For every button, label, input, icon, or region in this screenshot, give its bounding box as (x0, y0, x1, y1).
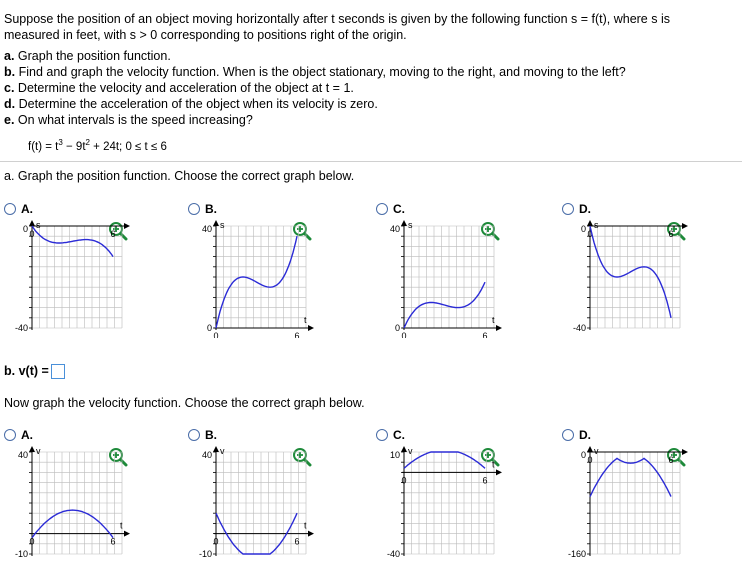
y-bottom-tick: 0 (394, 323, 400, 333)
part-b-prompt: Now graph the velocity function. Choose the correct graph below. (4, 396, 365, 410)
x-zero-label: 0 (401, 475, 407, 486)
x-tick-label: 6 (668, 455, 674, 465)
radio-icon[interactable] (4, 203, 16, 215)
radio-icon[interactable] (376, 203, 388, 215)
part-a-option-b[interactable] (188, 202, 217, 216)
part-a-graph-d (562, 218, 697, 343)
y-bottom-tick: -160 (567, 549, 586, 559)
x-tick-label: 6 (482, 475, 488, 486)
part-a-graph-c (376, 218, 511, 343)
x-zero-label: 0 (29, 229, 35, 239)
y-top-tick: 40 (389, 224, 400, 234)
curve-line (216, 236, 297, 328)
y-top-tick: 40 (201, 450, 212, 460)
part-a-item: a. Graph the position function. (4, 49, 171, 63)
y-top-tick: 0 (22, 224, 28, 234)
x-tick-label: 6 (294, 331, 300, 338)
x-zero-label: 0 (587, 455, 593, 465)
option-label: D. (579, 202, 591, 216)
y-top-tick: 0 (580, 224, 586, 234)
divider (0, 161, 742, 162)
y-top-tick: 0 (580, 450, 586, 460)
axis-var-label: s (36, 220, 41, 230)
option-label: C. (393, 428, 405, 442)
x-var-label: t (120, 520, 123, 531)
part-e-item: e. On what intervals is the speed increasing? (4, 113, 253, 127)
part-b-option-c[interactable] (376, 428, 405, 442)
axis-var-label: s (408, 220, 413, 230)
radio-icon[interactable] (188, 203, 200, 215)
intro-line-2: measured in feet, with s > 0 corresponding to positions right of the origin. (4, 28, 407, 42)
axis-var-label: v (408, 446, 413, 456)
axis-var-label: v (220, 446, 225, 456)
part-c-item: c. Determine the velocity and acceleration of the object at t = 1. (4, 81, 354, 95)
option-label: C. (393, 202, 405, 216)
part-d-item: d. Determine the acceleration of the object when its velocity is zero. (4, 97, 378, 111)
part-b-graph-c (376, 444, 511, 569)
curve-line (32, 226, 116, 257)
x-var-label: t (492, 459, 495, 470)
y-bottom-tick: -40 (14, 323, 28, 333)
radio-icon[interactable] (562, 203, 574, 215)
x-var-label: t (492, 315, 495, 325)
y-bottom-tick: -10 (198, 549, 212, 559)
part-a-prompt: a. Graph the position function. Choose the correct graph below. (4, 169, 355, 183)
x-zero-label: 0 (29, 536, 35, 547)
radio-icon[interactable] (562, 429, 574, 441)
part-b-option-b[interactable] (188, 428, 217, 442)
velocity-input-box[interactable] (51, 364, 65, 379)
part-b-graph-b (188, 444, 323, 569)
y-top-tick: 40 (17, 450, 28, 460)
x-var-label: t (304, 315, 307, 325)
axis-var-label: v (594, 446, 599, 456)
part-a-option-c[interactable] (376, 202, 405, 216)
y-top-tick: 40 (201, 224, 212, 234)
part-b-graph-a (4, 444, 139, 569)
part-b-item: b. Find and graph the velocity function. When is the object stationary, moving to the right, and moving to the left? (4, 65, 626, 79)
curve-line (590, 458, 671, 496)
x-zero-label: 0 (213, 536, 219, 547)
x-tick-label: 6 (668, 229, 674, 239)
x-zero-label: 0 (213, 331, 219, 338)
axis-var-label: s (220, 220, 225, 230)
y-bottom-tick: -10 (14, 549, 28, 559)
axis-var-label: v (36, 446, 41, 456)
option-label: B. (205, 428, 217, 442)
part-a-option-a[interactable] (4, 202, 33, 216)
part-b-option-a[interactable] (4, 428, 33, 442)
option-label: D. (579, 428, 591, 442)
x-tick-label: 6 (482, 331, 488, 338)
radio-icon[interactable] (376, 429, 388, 441)
y-top-tick: 10 (389, 450, 400, 460)
part-a-graph-b (188, 218, 323, 343)
curve-line (404, 452, 485, 468)
intro-line-1: Suppose the position of an object moving horizontally after t seconds is given by the following function s = f(t), where s is (4, 12, 670, 26)
part-b-graph-d (562, 444, 697, 569)
curve-line (590, 226, 674, 318)
function-definition: $f(t) = t^3 - 9t^2 + 24t$; 0 ≤ t ≤ 6 (28, 138, 167, 153)
x-tick-label: 6 (294, 536, 300, 547)
radio-icon[interactable] (4, 429, 16, 441)
radio-icon[interactable] (188, 429, 200, 441)
axis-var-label: s (594, 220, 599, 230)
part-b-option-d[interactable] (562, 428, 591, 442)
y-bottom-tick: 0 (206, 323, 212, 333)
x-tick-label: 6 (110, 536, 116, 547)
option-label: B. (205, 202, 217, 216)
y-bottom-tick: -40 (386, 549, 400, 559)
x-tick-label: 6 (110, 229, 116, 239)
x-zero-label: 0 (401, 331, 407, 338)
option-label: A. (21, 202, 33, 216)
part-a-graph-a (4, 218, 139, 343)
x-zero-label: 0 (587, 229, 593, 239)
option-label: A. (21, 428, 33, 442)
curve-line (404, 282, 485, 328)
y-bottom-tick: -40 (572, 323, 586, 333)
part-a-option-d[interactable] (562, 202, 591, 216)
x-var-label: t (304, 520, 307, 531)
velocity-answer-row: b. v(t) = (4, 363, 65, 380)
